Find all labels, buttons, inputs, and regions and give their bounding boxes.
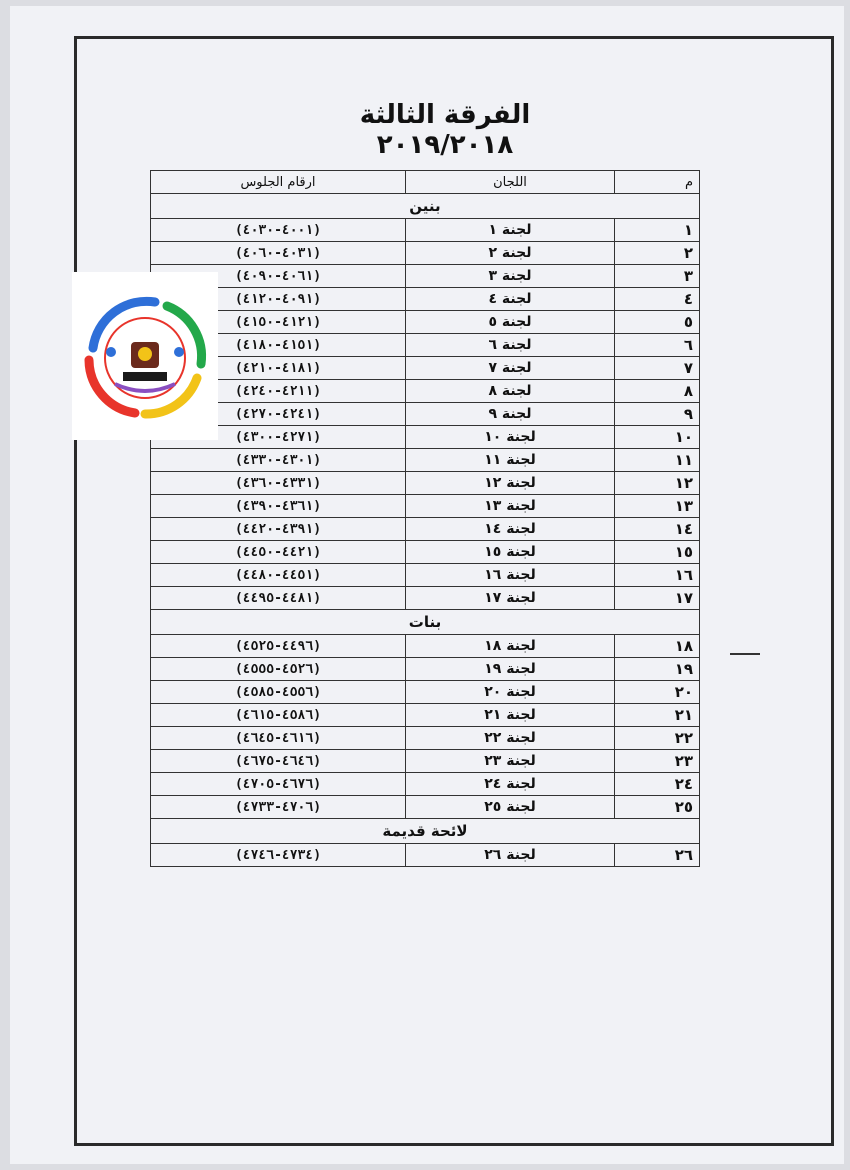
committee-name: لجنة ٢	[406, 242, 615, 265]
table-row	[151, 727, 700, 750]
row-number: ١٣	[615, 495, 700, 518]
committee-name: لجنة ٣	[406, 265, 615, 288]
seat-range: (٤٣٩١-٤٤٢٠)	[151, 518, 406, 541]
table-row	[151, 587, 700, 610]
seat-range: (٤٢٤١-٤٢٧٠)	[151, 403, 406, 426]
seat-range: (٤٧٠٦-٤٧٣٣)	[151, 796, 406, 819]
page-title: الفرقة الثالثة ٢٠١٩/٢٠١٨	[359, 100, 531, 160]
committee-name: لجنة ١٦	[406, 564, 615, 587]
row-number: ٢	[615, 242, 700, 265]
row-number: ١٦	[615, 564, 700, 587]
committee-name: لجنة ٤	[406, 288, 615, 311]
watermark-logo	[72, 272, 218, 440]
committee-name: لجنة ٢٥	[406, 796, 615, 819]
committee-name: لجنة ١٨	[406, 635, 615, 658]
row-number: ٧	[615, 357, 700, 380]
seat-range: (٤٠٦١-٤٠٩٠)	[151, 265, 406, 288]
seat-range: (٤٣٦١-٤٣٩٠)	[151, 495, 406, 518]
row-number: ٢١	[615, 704, 700, 727]
seat-range: (٤١٢١-٤١٥٠)	[151, 311, 406, 334]
table-row	[151, 658, 700, 681]
seat-range: (٤٠٠١-٤٠٣٠)	[151, 219, 406, 242]
table-row	[151, 265, 700, 288]
row-number: ٥	[615, 311, 700, 334]
committee-name: لجنة ٢١	[406, 704, 615, 727]
table-row	[151, 704, 700, 727]
seat-range: (٤٥٥٦-٤٥٨٥)	[151, 681, 406, 704]
committee-name: لجنة ٢٠	[406, 681, 615, 704]
committee-name: لجنة ٩	[406, 403, 615, 426]
committee-name: لجنة ١	[406, 219, 615, 242]
committee-name: لجنة ٢٢	[406, 727, 615, 750]
row-number: ١٠	[615, 426, 700, 449]
committee-name: لجنة ١٢	[406, 472, 615, 495]
row-number: ١١	[615, 449, 700, 472]
section-row	[151, 819, 700, 844]
table-row	[151, 449, 700, 472]
row-number: ٢٦	[615, 844, 700, 867]
table-row	[151, 311, 700, 334]
seat-range: (٤٧٣٤-٤٧٤٦)	[151, 844, 406, 867]
row-number: ٢٠	[615, 681, 700, 704]
row-number: ٨	[615, 380, 700, 403]
committee-name: لجنة ١٠	[406, 426, 615, 449]
header-seats: ارقام الجلوس	[151, 171, 406, 194]
section-label: بنين	[151, 194, 700, 219]
committee-name: لجنة ٢٦	[406, 844, 615, 867]
seat-range: (٤٤٢١-٤٤٥٠)	[151, 541, 406, 564]
table-row	[151, 380, 700, 403]
committee-name: لجنة ١٧	[406, 587, 615, 610]
table-row	[151, 635, 700, 658]
header-num: م	[615, 171, 700, 194]
row-number: ١٨	[615, 635, 700, 658]
row-number: ٣	[615, 265, 700, 288]
row-number: ٦	[615, 334, 700, 357]
row-number: ٤	[615, 288, 700, 311]
seat-range: (٤٦٤٦-٤٦٧٥)	[151, 750, 406, 773]
table-row	[151, 750, 700, 773]
table-row	[151, 844, 700, 867]
committee-name: لجنة ٢٣	[406, 750, 615, 773]
table-row	[151, 796, 700, 819]
seat-range: (٤٦١٦-٤٦٤٥)	[151, 727, 406, 750]
section-label: لائحة قديمة	[151, 819, 700, 844]
seat-range: (٤٢٧١-٤٣٠٠)	[151, 426, 406, 449]
committee-name: لجنة ٧	[406, 357, 615, 380]
table-row	[151, 242, 700, 265]
committee-name: لجنة ٦	[406, 334, 615, 357]
seat-range: (٤٤٥١-٤٤٨٠)	[151, 564, 406, 587]
seat-range: (٤٠٩١-٤١٢٠)	[151, 288, 406, 311]
circular-multicolor-emblem-icon	[72, 272, 218, 440]
seat-range: (٤٤٨١-٤٤٩٥)	[151, 587, 406, 610]
row-number: ١٤	[615, 518, 700, 541]
committee-name: لجنة ٢٤	[406, 773, 615, 796]
seat-range: (٤٢١١-٤٢٤٠)	[151, 380, 406, 403]
table-row	[151, 495, 700, 518]
row-number: ١٧	[615, 587, 700, 610]
table-row	[151, 288, 700, 311]
seat-range: (٤٥٢٦-٤٥٥٥)	[151, 658, 406, 681]
table-header-row	[151, 171, 700, 194]
table-row	[151, 773, 700, 796]
committee-name: لجنة ٨	[406, 380, 615, 403]
row-number: ١٩	[615, 658, 700, 681]
ink-mark	[730, 653, 760, 655]
seat-range: (٤٥٨٦-٤٦١٥)	[151, 704, 406, 727]
section-row	[151, 610, 700, 635]
row-number: ٢٥	[615, 796, 700, 819]
committee-name: لجنة ٥	[406, 311, 615, 334]
committee-name: لجنة ١١	[406, 449, 615, 472]
seat-range: (٤٣٣١-٤٣٦٠)	[151, 472, 406, 495]
header-committee: اللجان	[406, 171, 615, 194]
row-number: ١	[615, 219, 700, 242]
row-number: ١٥	[615, 541, 700, 564]
table-row	[151, 334, 700, 357]
table-row	[151, 219, 700, 242]
committee-name: لجنة ١٣	[406, 495, 615, 518]
seat-range: (٤١٨١-٤٢١٠)	[151, 357, 406, 380]
table-row	[151, 472, 700, 495]
row-number: ١٢	[615, 472, 700, 495]
row-number: ٩	[615, 403, 700, 426]
table-row	[151, 541, 700, 564]
table-row	[151, 564, 700, 587]
seat-range: (٤٤٩٦-٤٥٢٥)	[151, 635, 406, 658]
row-number: ٢٤	[615, 773, 700, 796]
section-row	[151, 194, 700, 219]
row-number: ٢٣	[615, 750, 700, 773]
seat-range: (٤٠٣١-٤٠٦٠)	[151, 242, 406, 265]
seat-range: (٤١٥١-٤١٨٠)	[151, 334, 406, 357]
table-row	[151, 681, 700, 704]
section-label: بنات	[151, 610, 700, 635]
committee-table	[150, 170, 700, 867]
seat-range: (٤٦٧٦-٤٧٠٥)	[151, 773, 406, 796]
committee-name: لجنة ١٩	[406, 658, 615, 681]
committee-name: لجنة ١٥	[406, 541, 615, 564]
table-row	[151, 426, 700, 449]
seat-range: (٤٣٠١-٤٣٣٠)	[151, 449, 406, 472]
table-row	[151, 357, 700, 380]
committee-name: لجنة ١٤	[406, 518, 615, 541]
table-row	[151, 403, 700, 426]
table-row	[151, 518, 700, 541]
row-number: ٢٢	[615, 727, 700, 750]
